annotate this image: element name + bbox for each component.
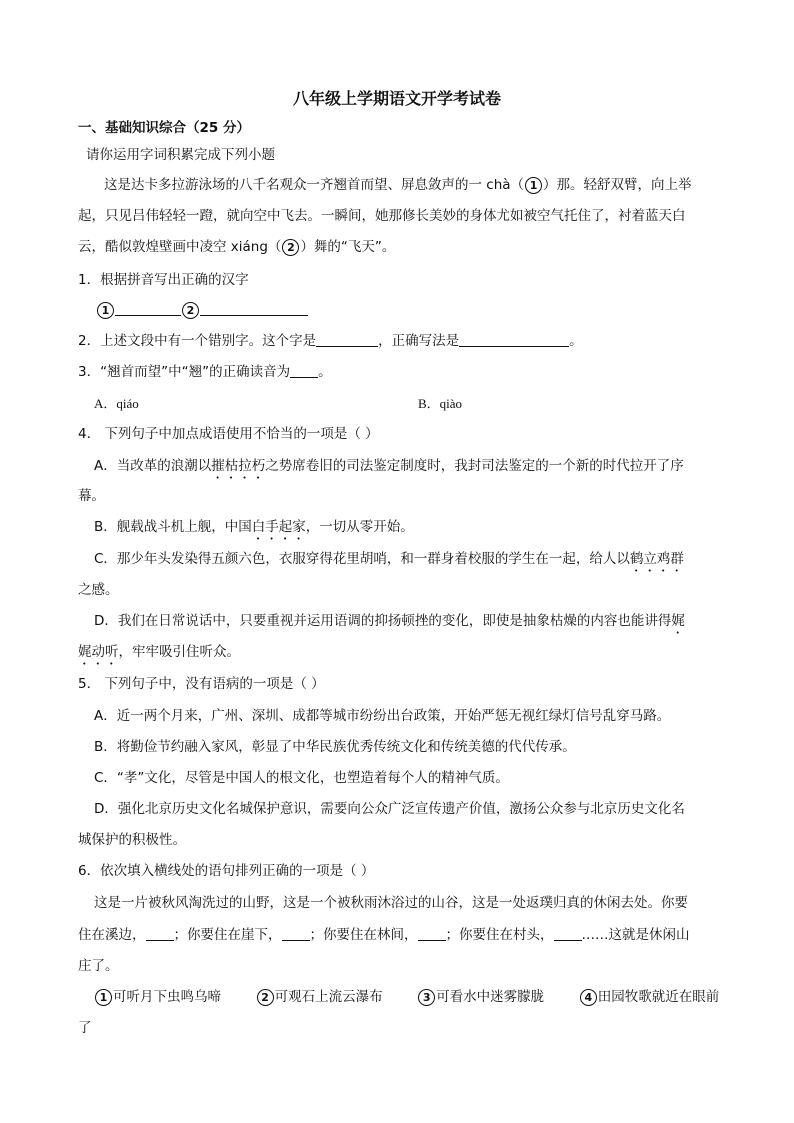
- question-2: [78, 331, 583, 351]
- answer-blank[interactable]: [115, 301, 181, 316]
- question-4-option-d-cont: [78, 642, 240, 668]
- question-6-passage-3: 庄了。: [78, 958, 119, 974]
- question-3-option-a[interactable]: A．qiáo: [94, 396, 139, 411]
- question-4-option-c[interactable]: [94, 549, 684, 575]
- choice-text: 可听月下虫鸣乌啼: [113, 989, 221, 1005]
- option-text: C．那少年头发染得五颜六色，衣服穿得花里胡哨，和一群身着校服的学生在一起，给人以: [94, 551, 630, 567]
- question-text: 3．“翘首而望”中“翘”的正确读音为: [78, 364, 291, 380]
- option-text: ，牢牢吸引住听众。: [118, 644, 240, 660]
- circled-number: 2: [182, 302, 199, 319]
- choice-text: 可看水中迷雾朦胧: [436, 989, 545, 1005]
- question-1-stem: 1．根据拼音写出正确的汉字: [78, 272, 249, 288]
- question-text: 2．上述文段中有一个错别字。这个字是: [78, 333, 317, 349]
- dotted-idiom: 摧枯拉朽: [211, 458, 266, 474]
- dotted-idiom: 鹤立鸡群: [629, 551, 684, 567]
- option-text: D．我们在日常说话中，只要重视并运用语调的抑扬顿挫的变化，即使是抽象枯燥的内容也能讲得: [94, 613, 672, 629]
- question-4-option-b[interactable]: [94, 517, 414, 543]
- question-3-option-b[interactable]: B．qiào: [418, 396, 463, 411]
- option-text: B．舰载战斗机上舰，中国: [94, 519, 252, 535]
- circled-number: 1: [95, 989, 112, 1006]
- passage-line-2: 起，只见吕伟轻轻一蹬，就向空中飞去。一瞬间，她那修长美妙的身体尤如被空气托住了，衬着蓝天白: [78, 208, 686, 224]
- question-5-stem: 5． 下列句子中，没有语病的一项是（ ）: [78, 676, 325, 692]
- question-5-option-d-cont: 城保护的积极性。: [78, 832, 186, 848]
- question-6-passage-2: [78, 925, 690, 945]
- dotted-idiom: 娓动听: [78, 644, 119, 660]
- passage-text: ……这就是休闲山: [581, 927, 690, 943]
- question-6-choices: [94, 987, 719, 1007]
- circled-number: 4: [580, 989, 597, 1006]
- dotted-idiom: 白手起家: [251, 519, 306, 535]
- option-text: ，一切从零开始。: [305, 519, 414, 535]
- passage-text: 云，酷似敦煌壁画中凌空 xiáng（: [78, 239, 282, 255]
- answer-blank[interactable]: [316, 332, 378, 347]
- section-heading: 一、基础知识综合（25 分）: [78, 120, 250, 136]
- circled-number: 3: [418, 989, 435, 1006]
- answer-blank[interactable]: [554, 926, 582, 941]
- circled-number: 1: [97, 302, 114, 319]
- question-text: 。: [569, 333, 583, 349]
- passage-line-3: [78, 237, 395, 257]
- question-4-option-a-cont: 幕。: [78, 488, 105, 504]
- circled-number: 2: [282, 239, 299, 256]
- question-4-option-d[interactable]: [94, 611, 685, 637]
- choice-text: 可观石上流云瀑布: [274, 989, 383, 1005]
- answer-blank[interactable]: [290, 363, 318, 378]
- answer-blank[interactable]: [146, 926, 174, 941]
- circled-number: 2: [257, 989, 274, 1006]
- answer-blank[interactable]: [200, 301, 308, 316]
- question-4-option-a[interactable]: [94, 456, 684, 482]
- option-text: 之势席卷旧的司法鉴定制度时，我封司法鉴定的一个新的时代拉开了序: [265, 458, 684, 474]
- passage-text: ）舞的“飞天”。: [300, 239, 396, 255]
- question-6-stem: 6．依次填入横线处的语句排列正确的一项是（ ）: [78, 863, 375, 879]
- passage-text: 住在溪边，: [78, 927, 146, 943]
- page-title: 八年级上学期语文开学考试卷: [292, 89, 501, 108]
- question-6-passage-1: 这是一片被秋风淘洗过的山野，这是一个被秋雨沐浴过的山谷，这是一处返璞归真的休闲去处。你要: [94, 895, 688, 911]
- passage-text: 这是达卡多拉游泳场的八千名观众一齐翘首而望、屏息敛声的一 chà（: [104, 177, 525, 193]
- passage-line-1: [104, 175, 692, 195]
- passage-text: ）那。轻舒双臂，向上举: [543, 177, 692, 193]
- question-text: 。: [318, 364, 332, 380]
- question-6-choices-cont: 了: [78, 1020, 92, 1036]
- circled-number: 1: [525, 177, 542, 194]
- passage-text: ；你要住在林间，: [309, 927, 418, 943]
- dotted-idiom: 娓: [671, 613, 685, 629]
- question-4-option-c-cont: 之感。: [78, 582, 119, 598]
- question-5-option-a[interactable]: A．近一两个月来，广州、深圳、成都等城市纷纷出台政策，开始严惩无视红绿灯信号乱穿马路。: [94, 708, 671, 724]
- answer-blank[interactable]: [418, 926, 446, 941]
- section-instruction: 请你运用字词积累完成下列小题: [86, 147, 275, 163]
- passage-text: ；你要住在崖下，: [173, 927, 282, 943]
- question-5-option-b[interactable]: B．将勤俭节约融入家风，彰显了中华民族优秀传统文化和传统美德的代代传承。: [94, 739, 576, 755]
- question-text: ，正确写法是: [378, 333, 460, 349]
- option-text: A．当改革的浪潮以: [94, 458, 212, 474]
- question-5-option-c[interactable]: C．“孝”文化，尽管是中国人的根文化，也塑造着每个人的精神气质。: [94, 770, 509, 786]
- question-5-option-d[interactable]: D．强化北京历史文化名城保护意识，需要向公众广泛宣传遗产价值，激扬公众参与北京历史文化名: [94, 801, 685, 817]
- question-3: [78, 362, 332, 382]
- question-1-answers: [96, 300, 308, 320]
- question-4-stem: 4． 下列句子中加点成语使用不恰当的一项是（ ）: [78, 426, 379, 442]
- choice-text: 田园牧歌就近在眼前: [597, 989, 720, 1005]
- answer-blank[interactable]: [459, 332, 569, 347]
- passage-text: ；你要住在村头，: [445, 927, 554, 943]
- answer-blank[interactable]: [282, 926, 310, 941]
